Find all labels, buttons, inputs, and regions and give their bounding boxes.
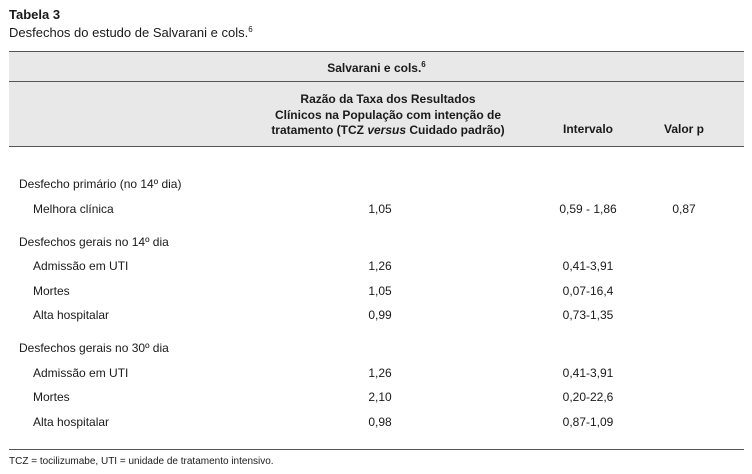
- section-row: [0, 177, 752, 195]
- table-bottom-rule: [9, 449, 744, 450]
- column-header-interval: Intervalo: [562, 122, 613, 136]
- interval-value: 0,07-16,4: [562, 284, 614, 298]
- outcome-label: Admissão em UTI: [33, 259, 129, 273]
- study-header: [9, 60, 744, 75]
- table-row: [0, 202, 752, 220]
- interval-value: 0,59 - 1,86: [559, 202, 617, 216]
- ratio-value: 1,26: [368, 366, 392, 380]
- table-row: [0, 259, 752, 277]
- ratio-value: 1,05: [368, 202, 392, 216]
- interval-value: 0,87-1,09: [562, 415, 614, 429]
- ratio-value: 2,10: [368, 390, 392, 404]
- interval-value: 0,41-3,91: [562, 259, 614, 273]
- table-row: [0, 415, 752, 433]
- section-row: [0, 341, 752, 359]
- ratio-header-line-2: Clínicos na População com intenção de: [274, 107, 502, 122]
- ratio-header-line-1: Razão da Taxa dos Resultados: [300, 92, 476, 106]
- table-row: [0, 366, 752, 384]
- ratio-header-line-3: [243, 123, 533, 139]
- interval-value: 0,41-3,91: [562, 366, 614, 380]
- outcome-label: Mortes: [33, 390, 70, 404]
- section-label: Desfechos gerais no 14º dia: [19, 235, 169, 249]
- subtitle-text: Desfechos do estudo de Salvarani e cols.: [9, 25, 249, 40]
- interval-value: 0,73-1,35: [562, 308, 614, 322]
- ratio-value: 1,05: [368, 284, 392, 298]
- ratio-header-pre: tratamento (TCZ: [271, 123, 368, 137]
- outcome-label: Alta hospitalar: [33, 415, 110, 429]
- outcome-label: Mortes: [33, 284, 70, 298]
- section-row: [0, 235, 752, 253]
- outcome-label: Melhora clínica: [33, 202, 114, 216]
- ratio-header-versus: versus: [367, 123, 407, 137]
- table-footnote: TCZ = tocilizumabe, UTI = unidade de tratamento intensivo.: [9, 456, 274, 467]
- study-name: Salvarani e cols.: [327, 61, 422, 75]
- ratio-value: 0,98: [368, 415, 392, 429]
- outcome-label: Admissão em UTI: [33, 366, 129, 380]
- column-header-ratio: [243, 92, 533, 139]
- subtitle-reference: 6: [248, 25, 253, 34]
- ratio-header-post: Cuidado padrão): [406, 123, 505, 137]
- ratio-value: 0,99: [368, 308, 392, 322]
- section-label: Desfechos gerais no 30º dia: [19, 341, 169, 355]
- ratio-value: 1,26: [368, 259, 392, 273]
- table-row: [0, 284, 752, 302]
- table-row: [0, 390, 752, 408]
- table-row: [0, 308, 752, 326]
- section-label: Desfecho primário (no 14º dia): [19, 177, 182, 191]
- table-subtitle: [9, 25, 253, 40]
- column-header-p-value: Valor p: [663, 122, 704, 136]
- interval-value: 0,20-22,6: [562, 390, 614, 404]
- outcome-label: Alta hospitalar: [33, 308, 110, 322]
- table-title: Tabela 3: [9, 7, 61, 22]
- header-bottom-rule: [9, 146, 744, 147]
- study-reference: 6: [421, 60, 426, 69]
- p-value: 0,87: [672, 202, 696, 216]
